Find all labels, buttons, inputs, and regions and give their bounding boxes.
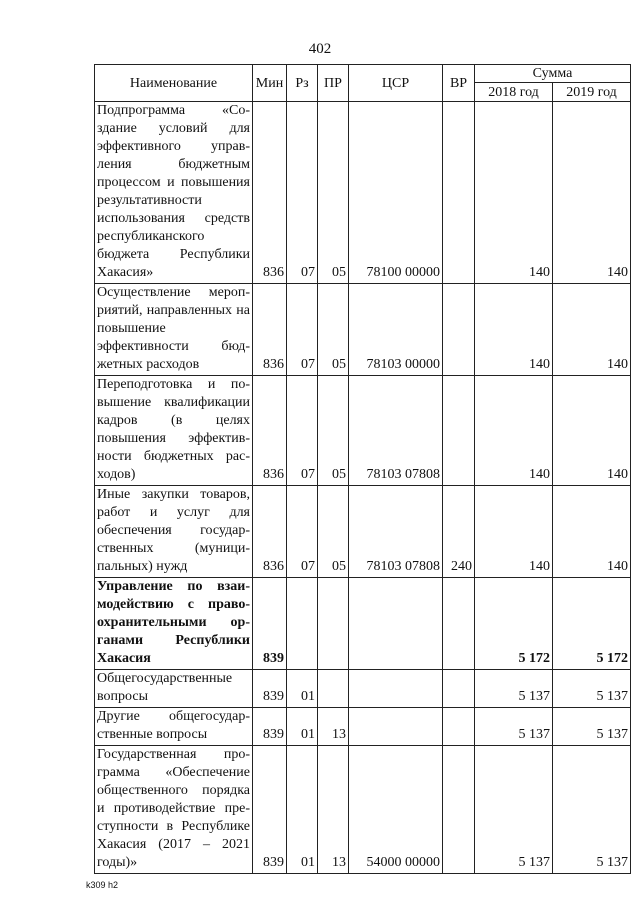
cell-2019: 140 (553, 376, 631, 486)
cell-vr (443, 376, 475, 486)
cell-name: Другие общегосударственные вопросы (95, 708, 253, 746)
cell-2019: 5 137 (553, 708, 631, 746)
cell-2019: 5 137 (553, 670, 631, 708)
cell-name: Осуществление мероприятий, направленных на повышение эффективности бюджетных расходов (95, 284, 253, 376)
cell-min: 836 (253, 102, 287, 284)
table-row (95, 578, 631, 670)
cell-2019: 140 (553, 284, 631, 376)
cell-csr (349, 708, 443, 746)
col-header-vr: ВР (443, 65, 475, 102)
col-header-rz: Рз (287, 65, 318, 102)
cell-2018: 140 (475, 376, 553, 486)
cell-name: Общегосударственные вопросы (95, 670, 253, 708)
cell-2018: 5 172 (475, 578, 553, 670)
cell-rz (287, 578, 318, 670)
table-row (95, 746, 631, 874)
col-header-pr: ПР (318, 65, 349, 102)
header-row-1 (95, 65, 631, 83)
cell-csr: 78103 07808 (349, 486, 443, 578)
cell-pr: 05 (318, 486, 349, 578)
table-body (95, 102, 631, 874)
cell-2019: 140 (553, 486, 631, 578)
cell-2018: 140 (475, 284, 553, 376)
cell-rz: 01 (287, 708, 318, 746)
cell-min: 836 (253, 486, 287, 578)
table-row (95, 284, 631, 376)
cell-2018: 5 137 (475, 746, 553, 874)
cell-vr (443, 578, 475, 670)
cell-vr (443, 284, 475, 376)
cell-rz: 07 (287, 284, 318, 376)
cell-csr: 54000 00000 (349, 746, 443, 874)
cell-pr: 05 (318, 376, 349, 486)
cell-2019: 140 (553, 102, 631, 284)
cell-2019: 5 137 (553, 746, 631, 874)
cell-min: 839 (253, 578, 287, 670)
col-header-sum: Сумма (475, 65, 631, 83)
cell-2018: 140 (475, 102, 553, 284)
cell-2019: 5 172 (553, 578, 631, 670)
cell-vr (443, 102, 475, 284)
cell-2018: 5 137 (475, 670, 553, 708)
table-row (95, 670, 631, 708)
cell-csr: 78100 00000 (349, 102, 443, 284)
cell-pr (318, 670, 349, 708)
cell-rz: 07 (287, 486, 318, 578)
cell-min: 836 (253, 284, 287, 376)
cell-vr (443, 746, 475, 874)
table-row (95, 376, 631, 486)
cell-2018: 5 137 (475, 708, 553, 746)
col-header-min: Мин (253, 65, 287, 102)
cell-min: 839 (253, 708, 287, 746)
page-number: 402 (308, 41, 332, 57)
cell-vr (443, 708, 475, 746)
col-header-2018: 2018 год (475, 83, 553, 102)
cell-min: 839 (253, 670, 287, 708)
cell-name: Подпрограмма «Создание условий для эффективного управления бюджетным процессом и повышения результативности использования средств республиканского бюджета Республики Хакасия» (95, 102, 253, 284)
budget-table (94, 64, 631, 874)
cell-pr: 13 (318, 746, 349, 874)
cell-rz: 01 (287, 670, 318, 708)
cell-csr: 78103 00000 (349, 284, 443, 376)
table-row (95, 102, 631, 284)
table-row (95, 486, 631, 578)
col-header-csr: ЦСР (349, 65, 443, 102)
col-header-name: Наименование (95, 65, 253, 102)
cell-vr (443, 670, 475, 708)
cell-pr: 13 (318, 708, 349, 746)
cell-name: Государственная программа «Обеспечение общественного порядка и противодействие преступности в Республике Хакасия (2017 – 2021 годы)» (95, 746, 253, 874)
table-row (95, 708, 631, 746)
cell-pr: 05 (318, 284, 349, 376)
cell-rz: 07 (287, 102, 318, 284)
cell-name: Иные закупки товаров, работ и услуг для обеспечения государственных (муниципальных) нужд (95, 486, 253, 578)
cell-pr (318, 578, 349, 670)
cell-vr: 240 (443, 486, 475, 578)
cell-name: Переподготовка и повышение квалификации кадров (в целях повышения эффективности бюджетных расходов) (95, 376, 253, 486)
cell-rz: 07 (287, 376, 318, 486)
cell-pr: 05 (318, 102, 349, 284)
cell-name: Управление по взаимодействию с правоохранительными органами Республики Хакасия (95, 578, 253, 670)
cell-2018: 140 (475, 486, 553, 578)
cell-min: 839 (253, 746, 287, 874)
cell-min: 836 (253, 376, 287, 486)
cell-csr (349, 578, 443, 670)
cell-rz: 01 (287, 746, 318, 874)
cell-csr: 78103 07808 (349, 376, 443, 486)
cell-csr (349, 670, 443, 708)
col-header-2019: 2019 год (553, 83, 631, 102)
footer-code: k309 h2 (86, 880, 119, 890)
